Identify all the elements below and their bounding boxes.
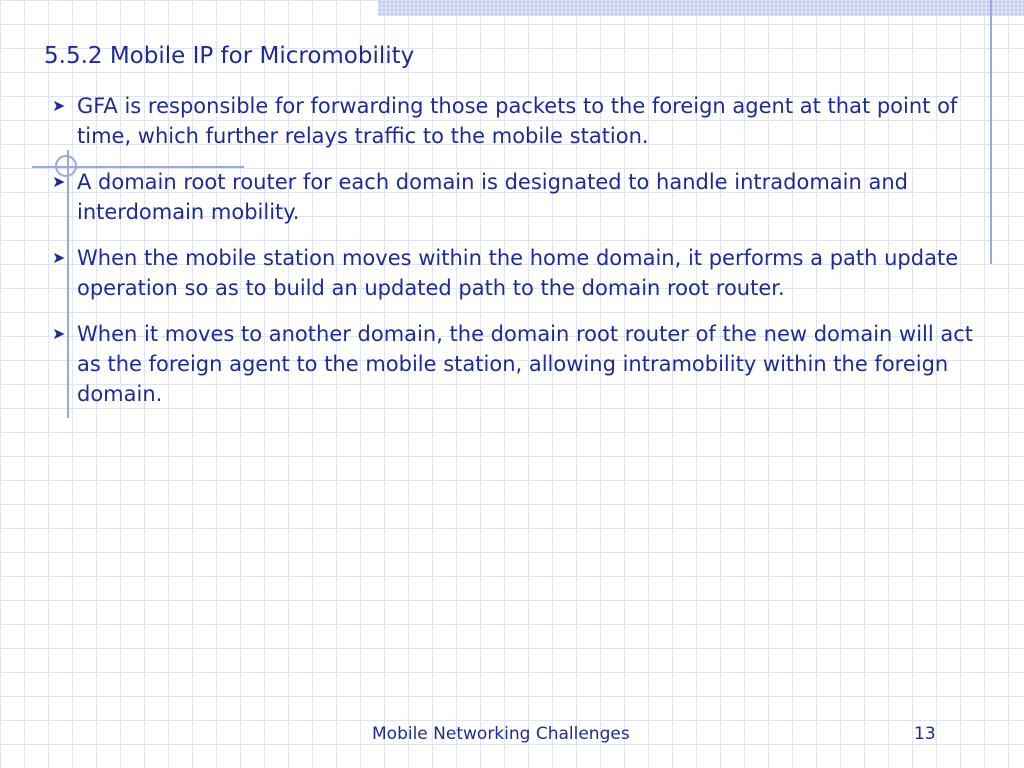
arrowhead-bullet-icon: ➤ (52, 248, 66, 267)
bullet-text: A domain root router for each domain is designated to handle intradomain and interdomain mobility. (77, 170, 908, 224)
arrowhead-bullet-icon: ➤ (52, 96, 66, 115)
arrowhead-bullet-icon: ➤ (52, 324, 66, 343)
page-number: 13 (914, 724, 936, 744)
bullet-item (44, 91, 974, 151)
bullet-item (44, 243, 974, 303)
bullet-text: When it moves to another domain, the domain root router of the new domain will act as the foreign agent to the mobile station, allowing intramobility within the foreign domain. (77, 322, 974, 406)
arrowhead-bullet-icon: ➤ (52, 172, 66, 191)
bullet-item (44, 167, 974, 227)
top-decorative-band (378, 0, 1024, 16)
footer-title: Mobile Networking Challenges (372, 724, 630, 744)
slide-title: 5.5.2 Mobile IP for Micromobility (44, 43, 415, 69)
bullet-item (44, 319, 974, 409)
bullet-text: GFA is responsible for forwarding those packets to the foreign agent at that point of time, which further relays traffic to the mobile station. (77, 94, 958, 148)
right-decorative-rule (990, 0, 992, 264)
bullet-list (44, 91, 974, 425)
bullet-text: When the mobile station moves within the home domain, it performs a path update operation so as to build an updated path to the domain root router. (77, 246, 959, 300)
